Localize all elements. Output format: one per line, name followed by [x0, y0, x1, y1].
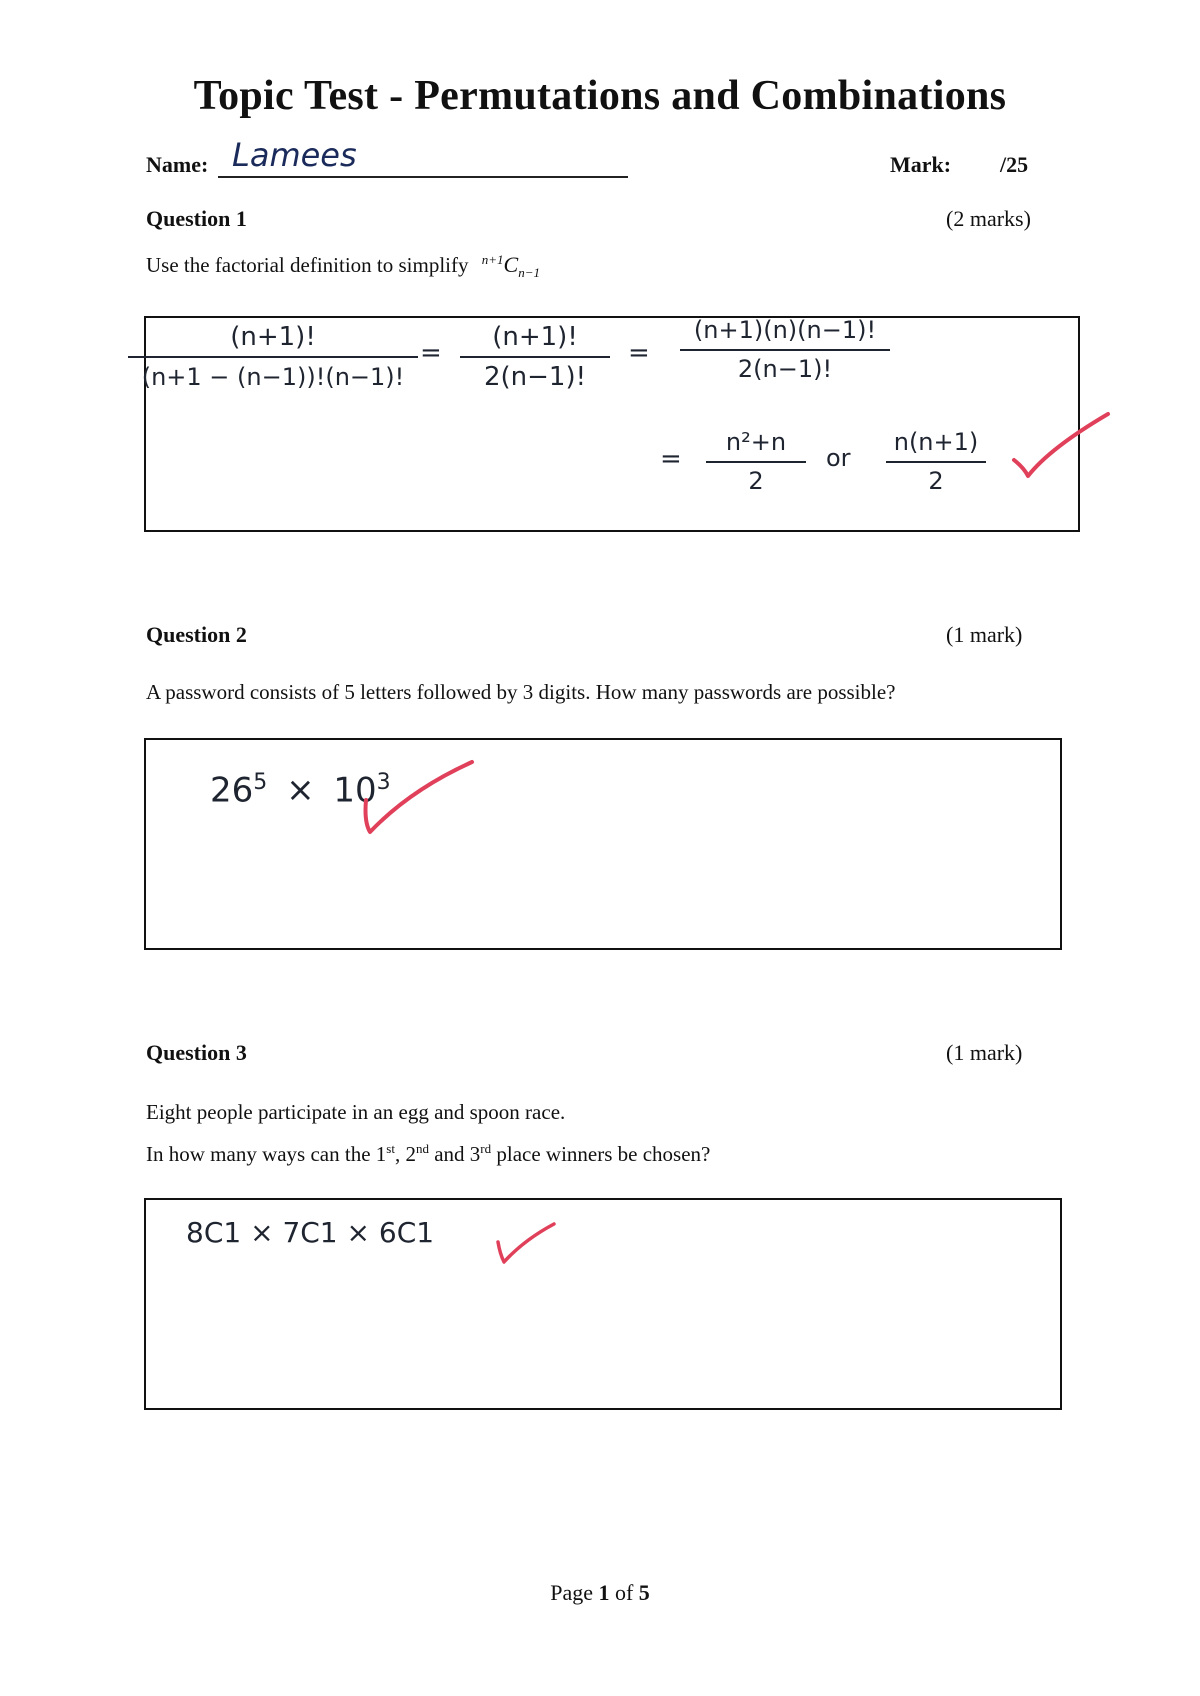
question-3-title: Question 3 — [146, 1040, 247, 1065]
or-text: or — [826, 444, 851, 472]
fraction-1: (n+1)! (n+1 − (n−1))!(n−1)! — [128, 322, 418, 392]
question-2-marks: (1 mark) — [946, 622, 1023, 647]
combination-expression: $^{n+1}C_{n-1}$ — [481, 252, 541, 281]
check-mark-icon — [1010, 408, 1110, 478]
check-mark-icon — [494, 1220, 558, 1268]
fraction-3: (n+1)(n)(n−1)! 2(n−1)! — [680, 316, 890, 384]
equals-3: = — [660, 444, 682, 474]
fraction-2: (n+1)! 2(n−1)! — [460, 322, 610, 392]
fraction-5: n(n+1) 2 — [886, 428, 986, 496]
question-3-line-1: Eight people participate in an egg and spoon race. — [146, 1100, 566, 1124]
page-number: Page 1 of 5 — [550, 1580, 650, 1605]
page-title: Topic Test - Permutations and Combinations — [193, 73, 1007, 119]
name-label: Name: — [146, 152, 209, 177]
answer-3: 8C1 × 7C1 × 6C1 — [186, 1216, 435, 1249]
answer-2: $26^5 \times 10^3$ — [210, 770, 391, 811]
question-2-text: A password consists of 5 letters followed by 3 digits. How many passwords are possible? — [146, 680, 896, 704]
question-1-text: Use the factorial definition to simplify $^{n+1}C_{n-1}$ — [146, 252, 541, 281]
question-1-title: Question 1 — [146, 206, 247, 231]
mark-label: Mark: — [890, 152, 952, 177]
question-2-title: Question 2 — [146, 622, 247, 647]
check-mark-icon — [360, 760, 475, 840]
question-1-marks: (2 marks) — [946, 206, 1031, 231]
name-line — [218, 176, 628, 178]
equals-2: = — [628, 338, 650, 368]
equals-1: = — [420, 338, 442, 368]
fraction-4: n²+n 2 — [706, 428, 806, 496]
mark-total: /25 — [1000, 152, 1029, 177]
question-3-marks: (1 mark) — [946, 1040, 1023, 1065]
question-3-line-2: In how many ways can the 1st, 2nd and 3rd place winners be chosen? — [146, 1141, 711, 1166]
student-name: Lamees — [232, 136, 357, 174]
